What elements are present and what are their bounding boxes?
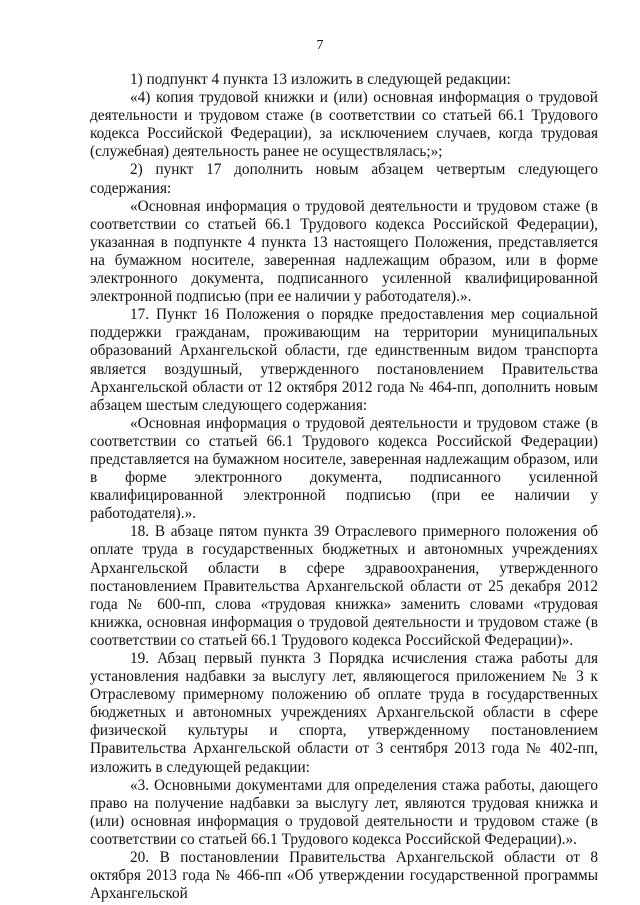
paragraph-quote-item-3: «3. Основными документами для определения стажа работы, дающего право на получение надбавки за выслугу лет, являются трудовая книжка и (или) основная информация о трудовой деятельности и трудовом стаже (в соответствии со статьей 66.1 Трудового кодекса Российской Федерации).». [90, 776, 598, 848]
paragraph-item-20: 20. В постановлении Правительства Архангельской области от 8 октября 2013 года № 466-пп «Об утверждении государственной программы Архангельской [90, 849, 598, 903]
paragraph-quote-labor-info: «Основная информация о трудовой деятельности и трудовом стаже (в соответствии со статьей 66.1 Трудового кодекса Российской Федерации), указанная в подпункте 4 пункта 13 настоящего Положения, представляется на бумажном носителе, заверенная надлежащим образом, или в форме электронного документа, подписанного усиленной квалифицированной электронной подписью (при ее наличии у работодателя).». [90, 197, 598, 306]
paragraph-item-19: 19. Абзац первый пункта 3 Порядка исчисления стажа работы для установления надбавки за выслугу лет, являющегося приложением № 3 к Отраслевому примерному положению об оплате труда в государственных бюджетных и автономных учреждениях Архангельской области в сфере физической культуры и спорта, утвержденному постановлением Правительства Архангельской области от 3 сентября 2013 года № 402-пп, изложить в следующей редакции: [90, 650, 598, 776]
paragraph-quote-item-17: «Основная информация о трудовой деятельности и трудовом стаже (в соответствии со статьей 66.1 Трудового кодекса Российской Федерации) представляется на бумажном носителе, заверенная надлежащим образом, или в форме электронного документа, подписанного усиленной квалифицированной электронной подписью (при ее наличии у работодателя).». [90, 414, 598, 523]
paragraph-item-17: 17. Пункт 16 Положения о порядке предоставления мер социальной поддержки гражданам, проживающим на территории муниципальных образований Архангельской области, где единственным видом транспорта является воздушный, утвержденного постановлением Правительства Архангельской области от 12 октября 2012 года № 464-пп, дополнить новым абзацем шестым следующего содержания: [90, 306, 598, 414]
paragraph-item-18: 18. В абзаце пятом пункта 39 Отраслевого примерного положения об оплате труда в государственных бюджетных и автономных учреждениях Архангельской области в сфере здравоохранения, утвержденного постановлением Правительства Архангельской области от 25 декабря 2012 года № 600-пп, слова «трудовая книжка» заменить словами «трудовая книжка, основная информация о трудовой деятельности и трудовом стаже (в соответствии со статьей 66.1 Трудового кодекса Российской Федерации)». [90, 523, 598, 649]
document-body [90, 71, 598, 903]
page-number: 7 [316, 38, 324, 53]
paragraph-subpoint-2: 2) пункт 17 дополнить новым абзацем четвертым следующего содержания: [90, 161, 598, 197]
paragraph-quote-subpoint-4: «4) копия трудовой книжки и (или) основная информация о трудовой деятельности и трудовом стаже (в соответствии со статьей 66.1 Трудового кодекса Российской Федерации), за исключением случаев, когда трудовая (служебная) деятельность ранее не осуществлялась;»; [90, 89, 598, 161]
paragraph-subpoint-1: 1) подпункт 4 пункта 13 изложить в следующей редакции: [130, 71, 511, 88]
